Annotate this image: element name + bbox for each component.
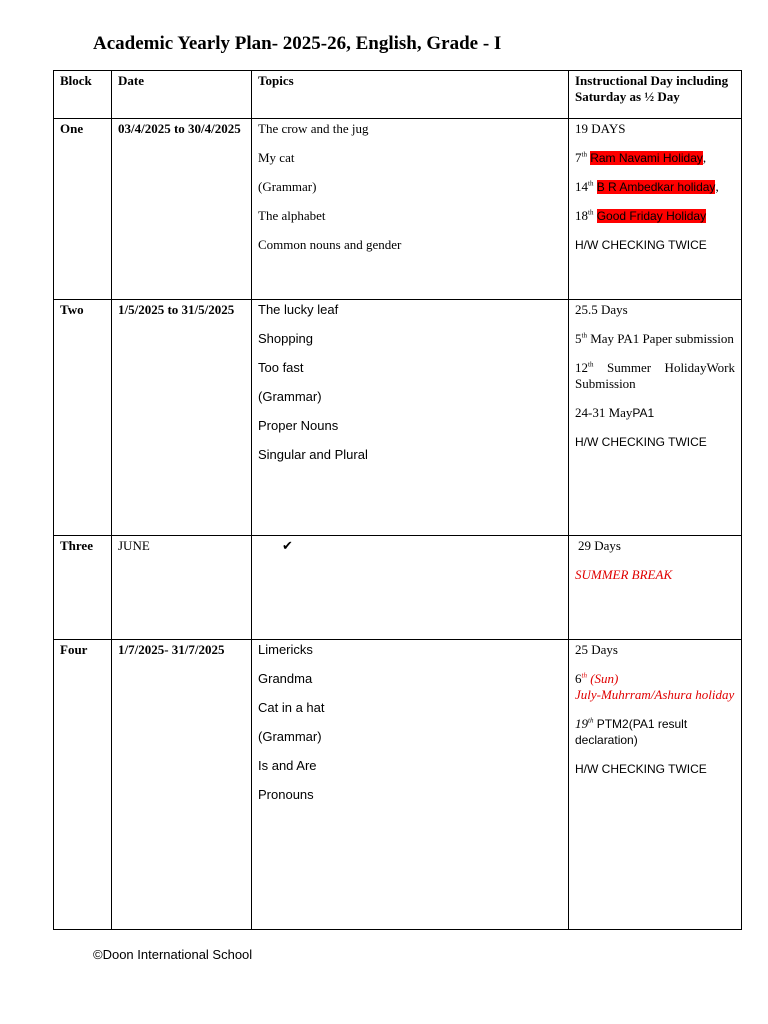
ptm-note: 19th PTM2(PA1 result declaration) xyxy=(575,716,688,747)
check-mark-icon: ✔ xyxy=(282,538,293,553)
days-count: 25.5 Days xyxy=(575,302,628,317)
block-cell: Four xyxy=(54,640,112,930)
header-date: Date xyxy=(112,71,252,119)
hw-note: H/W CHECKING TWICE xyxy=(575,762,707,776)
block-cell: One xyxy=(54,119,112,300)
days-cell xyxy=(569,300,742,536)
schedule-note: 5th May PA1 Paper submission xyxy=(575,331,734,346)
days-count: 25 Days xyxy=(575,642,618,657)
summer-break-note: SUMMER BREAK xyxy=(575,567,673,582)
topic-item: Common nouns and gender xyxy=(258,237,402,252)
topic-item: The alphabet xyxy=(258,208,326,223)
block-cell: Three xyxy=(54,536,112,640)
header-instructional-days: Instructional Day including Saturday as ½ Day xyxy=(569,71,742,119)
days-cell xyxy=(569,119,742,300)
table-row xyxy=(54,300,742,536)
topic-item: Limericks xyxy=(258,642,313,657)
block-cell: Two xyxy=(54,300,112,536)
topic-item: My cat xyxy=(258,150,295,165)
days-count: 29 Days xyxy=(578,538,621,553)
page-title: Academic Yearly Plan- 2025-26, English, Grade - I xyxy=(93,33,502,54)
topics-cell xyxy=(252,119,569,300)
topic-item: Too fast xyxy=(258,360,304,375)
topic-item: Is and Are xyxy=(258,758,317,773)
holiday-note: 6th (Sun) July-Muhrram/Ashura holiday xyxy=(575,671,735,702)
days-count: 19 DAYS xyxy=(575,121,626,136)
topic-item: (Grammar) xyxy=(258,729,322,744)
footer-copyright: ©Doon International School xyxy=(93,947,253,962)
holiday-note: 14th B R Ambedkar holiday, xyxy=(575,179,719,194)
table-row xyxy=(54,640,742,930)
hw-note: H/W CHECKING TWICE xyxy=(575,435,707,449)
topic-item: Pronouns xyxy=(258,787,314,802)
days-cell xyxy=(569,640,742,930)
hw-note: H/W CHECKING TWICE xyxy=(575,238,707,252)
yearly-plan-table xyxy=(53,70,742,930)
date-cell: 1/7/2025- 31/7/2025 xyxy=(112,640,252,930)
topic-item: (Grammar) xyxy=(258,389,322,404)
holiday-note: 7th Ram Navami Holiday, xyxy=(575,150,707,165)
header-topics: Topics xyxy=(252,71,569,119)
topic-item: Proper Nouns xyxy=(258,418,339,433)
topic-item: (Grammar) xyxy=(258,179,317,194)
holiday-note: 18th Good Friday Holiday xyxy=(575,208,707,223)
pa-note: 24-31 MayPA1 xyxy=(575,405,655,420)
topics-cell xyxy=(252,300,569,536)
topic-item: Grandma xyxy=(258,671,313,686)
topics-cell xyxy=(252,640,569,930)
table-row xyxy=(54,536,742,640)
topic-item: The lucky leaf xyxy=(258,302,339,317)
topic-item: The crow and the jug xyxy=(258,121,369,136)
date-cell: 1/5/2025 to 31/5/2025 xyxy=(112,300,252,536)
table-header-row xyxy=(54,71,742,119)
topic-item: Singular and Plural xyxy=(258,447,368,462)
table-row xyxy=(54,119,742,300)
date-cell: JUNE xyxy=(112,536,252,640)
schedule-note: 12th Summer HolidayWork Submission xyxy=(575,360,736,391)
date-cell: 03/4/2025 to 30/4/2025 xyxy=(112,119,252,300)
topic-item: Cat in a hat xyxy=(258,700,325,715)
topics-cell xyxy=(252,536,569,640)
topic-item: Shopping xyxy=(258,331,313,346)
days-cell xyxy=(569,536,742,640)
header-block: Block xyxy=(54,71,112,119)
